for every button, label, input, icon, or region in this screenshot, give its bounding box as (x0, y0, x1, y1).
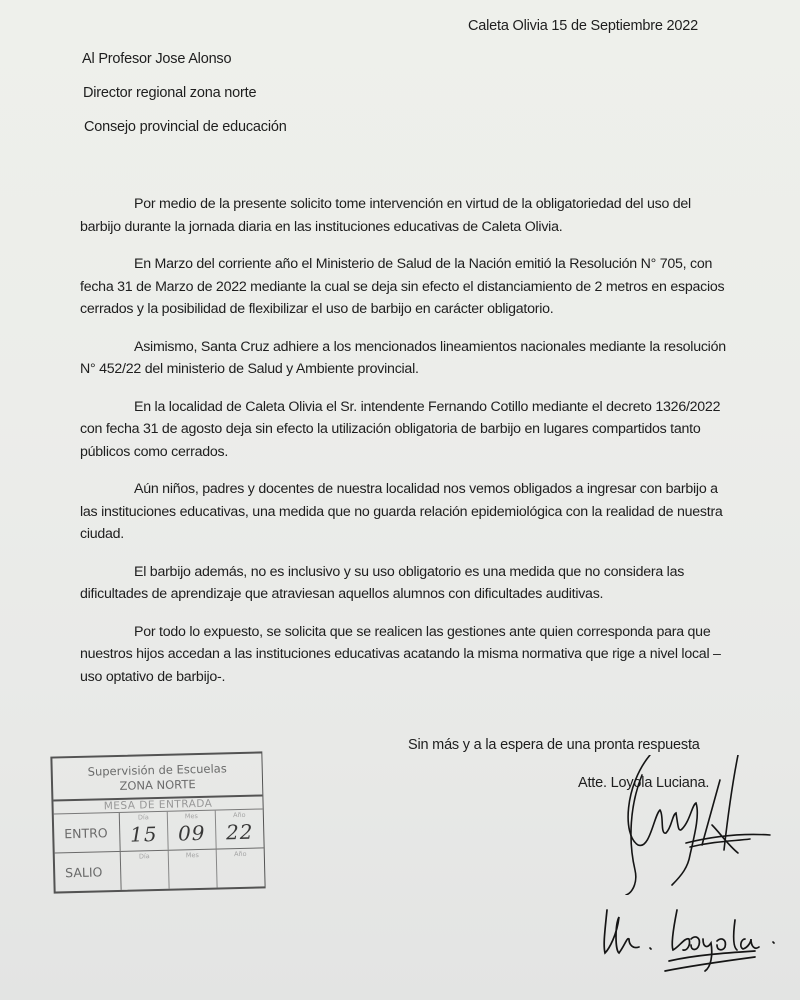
paragraph: En la localidad de Caleta Olivia el Sr. intendente Fernando Cotillo mediante el decreto 1326/2022 con fecha 31 de agosto deja sin efecto la utilización obligatoria de barbijo en lugares compartidos tanto públicos como cerrados. (80, 398, 721, 460)
handwritten-name (595, 895, 795, 985)
stamp-cell-year (217, 848, 265, 887)
paragraph: Por medio de la presente solicito tome intervención en virtud de la obligatoriedad del uso del barbijo durante la jornada diaria en las instituciones educativas de Caleta Olivia. (80, 196, 691, 235)
stamp-cell-month (169, 850, 218, 889)
paragraph: En Marzo del corriente año el Ministerio de Salud de la Nación emitió la Resolución N° 705, con fecha 31 de Marzo de 2022 mediante la cual se deja sin efecto el distanciamiento de 2 metros en espacios cerrados y la posibilidad de flexibilizar el uso de barbijo en carácter obligatorio. (80, 256, 725, 317)
recipient-line: Director regional zona norte (83, 85, 257, 101)
cell-label: Día (137, 813, 149, 822)
cell-label: Año (232, 810, 246, 820)
closing-line: Sin más y a la espera de una pronta respuesta (408, 737, 700, 753)
stamp-title: Supervisión de Escuelas (87, 761, 227, 779)
recipient-line: Al Profesor Jose Alonso (82, 51, 232, 67)
stamp-header (52, 753, 262, 801)
paragraph: Asimismo, Santa Cruz adhiere a los mencionados lineamientos nacionales mediante la resolución N° 452/22 del ministerio de Salud y Ambiente provincial. (80, 338, 726, 377)
letter-body (80, 193, 730, 703)
stamp-cell-day (120, 812, 169, 851)
stamp-row-salio (55, 848, 265, 891)
stamp-cell-day (121, 851, 170, 890)
paragraph: Por todo lo expuesto, se solicita que se realicen las gestiones ante quien corresponda para que nuestros hijos accedan a las instituciones educativas acatando la misma normativa que rige a nivel local – uso optativo de barbijo-. (80, 623, 721, 685)
reception-stamp (50, 751, 265, 893)
stamp-row-entro (54, 809, 264, 853)
stamp-label: SALIO (55, 852, 122, 892)
stamp-cell-year (216, 809, 264, 848)
cell-label: Día (138, 852, 150, 861)
cell-label: Mes (184, 812, 198, 821)
recipient-line: Consejo provincial de educación (84, 119, 287, 135)
attn-line: Atte. Loyola Luciana. (578, 775, 710, 791)
stamp-label: ENTRO (54, 813, 121, 853)
handwritten-year: 22 (225, 819, 254, 845)
handwritten-month: 09 (177, 820, 206, 846)
signature-scribble (620, 755, 790, 895)
stamp-subheader: MESA DE ENTRADA (53, 796, 262, 814)
cell-label: Año (233, 849, 247, 859)
stamp-zone: ZONA NORTE (119, 777, 196, 793)
stamp-cell-month (168, 811, 217, 850)
paragraph: Aún niños, padres y docentes de nuestra localidad nos vemos obligados a ingresar con barbijo a las instituciones educativas, una medida que no guarda relación epidemiológica con la realidad de nuestra ciudad. (80, 481, 723, 542)
handwritten-day: 15 (129, 822, 158, 847)
cell-label: Mes (185, 851, 199, 860)
date-line: Caleta Olivia 15 de Septiembre 2022 (468, 18, 698, 34)
recipient-block (82, 49, 287, 151)
paragraph: El barbijo además, no es inclusivo y su uso obligatorio es una medida que no considera las dificultades de aprendizaje que atraviesan aquellos alumnos con dificultades auditivas. (80, 563, 685, 602)
